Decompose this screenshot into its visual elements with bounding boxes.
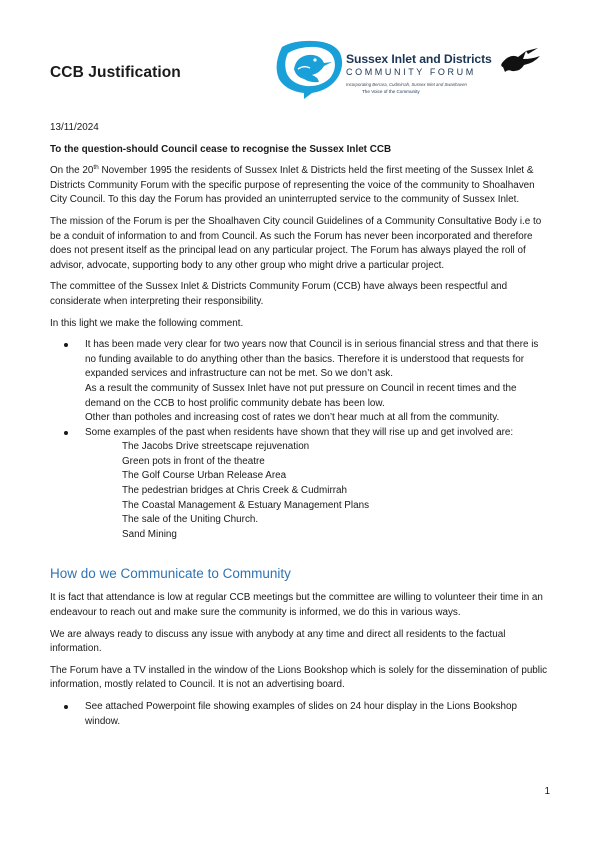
paragraph-committee: The committee of the Sussex Inlet & Districts Community Forum (CCB) have always been respectful and considerate when interpreting their responsibility.	[50, 281, 508, 307]
logo-organisation-name: Sussex Inlet and Districts	[346, 52, 492, 66]
list-item: The Coastal Management & Estuary Management Plans	[122, 499, 370, 511]
list-item: The Golf Course Urban Release Area	[122, 470, 287, 482]
document-date: 13/11/2024	[50, 122, 99, 133]
page-number: 1	[544, 786, 550, 797]
paragraph-discuss: We are always ready to discuss any issue with anybody at any time and direct all residents to the factual information.	[50, 628, 506, 655]
section-heading-communicate: How do we Communicate to Community	[50, 566, 291, 582]
logo-tagline: The Voice of the Community	[362, 89, 420, 94]
comment-list	[50, 338, 550, 542]
list-item: Sand Mining	[122, 528, 177, 540]
document-body	[50, 121, 550, 729]
attachment-list	[50, 700, 550, 729]
list-item: The pedestrian bridges at Chris Creek & Cudmirrah	[122, 485, 348, 497]
paragraph-mission: The mission of the Forum is per the Shoalhaven City council Guidelines of a Community Consultative Body i.e to be a conduit of information to and from Council. As such the Forum has never been incorporated and therefore does not present itself as the principal lead on any particular project. The Forum has always played the roll of advisor, advocate, supporting body to any other group who might drive a particular project.	[50, 215, 542, 271]
page-title: CCB Justification	[50, 64, 181, 81]
list-item: The Jacobs Drive streetscape rejuvenation	[122, 441, 310, 453]
paragraph-history: On the 20th November 1995 the residents of Sussex Inlet & Districts held the first meeting of the Sussex Inlet & Districts Community Forum with the specific purpose of representing the voice of the community to Shoalhaven City Council. To this day the Forum has provided an uninterrupted service to the community of Sussex Inlet.	[50, 164, 535, 206]
list-item-funding: It has been made very clear for two years now that Council is in serious financial stress and that there is no funding available to do anything other than the basics. Therefore it is understood that requests for expanded services and infrastructure can not be met. So we don’t ask. As a result the community of Sussex Inlet have not put pressure on Council in recent times and the demand on the CCB to host prolific community debate has been low. Other than potholes and increasing cost of rates we don’t hear much at all from the community.	[62, 338, 546, 426]
logo-subtitle: Incorporating Berrara, Cudmirrah, Sussex Inlet and Swanhaven	[346, 82, 467, 87]
list-item-examples: Some examples of the past when residents have shown that they will rise up and get involved are: The Jacobs Drive streetscape rejuvenation Green pots in front of the theatre The Golf Course Urban Release Area The pedestrian bridges at Chris Creek & Cudmirrah The Coastal Management & Estuary Management Plans The sale of the Uniting Church. Sand Mining	[62, 426, 546, 543]
paragraph-attendance: It is fact that attendance is low at regular CCB meetings but the committee are willing to volunteer their time in an endeavour to reach out and make sure the community is informed, we do this in various ways.	[50, 592, 543, 619]
logo-forum-text: COMMUNITY FORUM	[346, 67, 476, 77]
examples-list	[85, 440, 546, 542]
list-item: The sale of the Uniting Church.	[122, 514, 259, 526]
list-item-powerpoint: See attached Powerpoint file showing examples of slides on 24 hour display in the Lions Bookshop window.	[62, 700, 546, 729]
forum-logo	[274, 39, 549, 101]
paragraph-tv: The Forum have a TV installed in the window of the Lions Bookshop which is solely for the dissemination of public information, mostly related to Council. It is not an advertising board.	[50, 664, 548, 691]
paragraph-comment-intro: In this light we make the following comment.	[50, 317, 244, 329]
list-item: Green pots in front of the theatre	[122, 455, 265, 467]
question-heading: To the question-should Council cease to recognise the Sussex Inlet CCB	[50, 143, 392, 155]
